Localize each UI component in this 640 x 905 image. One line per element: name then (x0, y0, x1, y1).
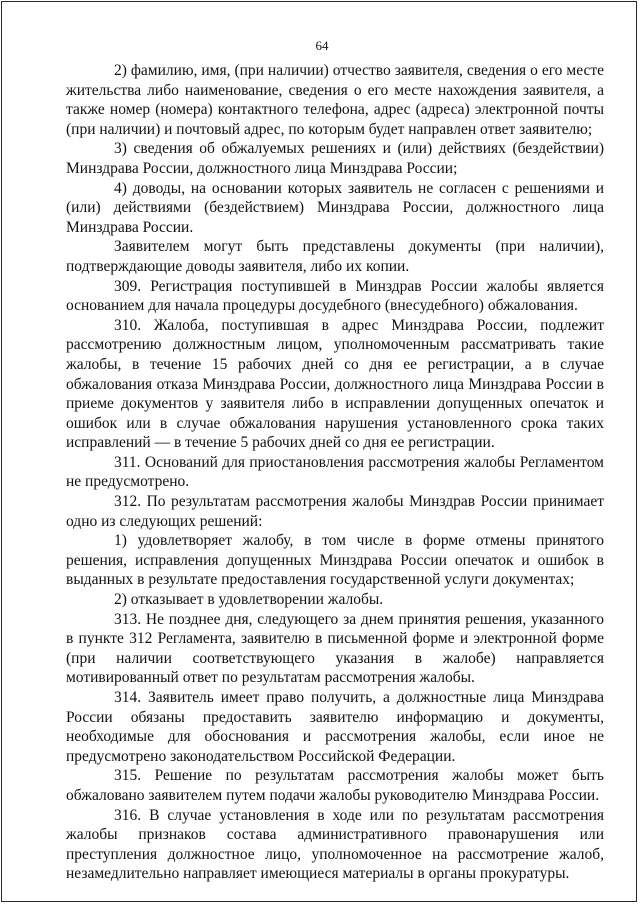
paragraph-312-option-1: 1) удовлетворяет жалобу, в том числе в форме отмены принятого решения, исправления допущенных Минздрава России опечаток и ошибок в выданных в результате предоставления государственной услуги документах; (66, 532, 604, 589)
paragraph-312-option-2: 2) отказывает в удовлетворении жалобы. (114, 591, 384, 609)
paragraph-315: 315. Решение по результатам рассмотрения жалобы может быть обжаловано заявителем путем подачи жалобы руководителю Минздрава России. (66, 767, 604, 804)
paragraph-3-appealed-decisions: 3) сведения об обжалуемых решениях и (или) действиях (бездействии) Минздрава России, должностного лица Минздрава России; (66, 140, 604, 177)
paragraph-311: 311. Оснований для приостановления рассмотрения жалобы Регламентом не предусмотрено. (66, 453, 604, 491)
paragraph-313: 313. Не позднее дня, следующего за днем принятия решения, указанного в пункте 312 Регламента, заявителю в письменной форме и электронной форме (при наличии соответствующего указания в жалобе) направляется мотивированный ответ по результатам рассмотрения жалобы. (66, 610, 604, 687)
paragraph-309: 309. Регистрация поступившей в Минздрав России жалобы является основанием для начала процедуры досудебного (внесудебного) обжалования. (66, 277, 604, 315)
paragraph-316: 316. В случае установления в ходе или по результатам рассмотрения жалобы признаков состава административного правонарушения или преступления должностное лицо, уполномоченное на рассмотрение жалоб, незамедлительно направляет имеющиеся материалы в органы прокуратуры. (66, 806, 604, 883)
paragraph-supporting-documents: Заявителем могут быть представлены документы (при наличии), подтверждающие доводы заявителя, либо их копии. (66, 238, 604, 275)
paragraph-312: 312. По результатам рассмотрения жалобы Минздрав России принимает одно из следующих решений: (66, 493, 604, 530)
paragraph-310: 310. Жалоба, поступившая в адрес Минздрава России, подлежит рассмотрению должностным лицом, уполномоченным рассматривать такие жалобы, в течение 15 рабочих дней со дня ее регистрации, а в случае обжалования отказа Минздрава России, должностного лица Минздрава России в приеме документов у заявителя либо в исправлении допущенных опечаток и ошибок или в случае обжалования нарушения установленного срока таких исправлений — в течение 5 рабочих дней со дня ее регистрации. (66, 316, 604, 452)
paragraph-2-applicant-details: 2) фамилию, имя, (при наличии) отчество заявителя, сведения о его месте жительства либо наименование, сведения о его месте нахождения заявителя, а также номер (номера) контактного телефона, адрес (адреса) электронной почты (при наличии) и почтовый адрес, по которым будет направлен ответ заявителю; (66, 62, 604, 138)
paragraph-4-arguments: 4) доводы, на основании которых заявитель не согласен с решениями и (или) действиями (бездействием) Минздрава России, должностного лица Минздрава России. (66, 179, 604, 236)
document-page (1, 1, 637, 902)
paragraph-314: 314. Заявитель имеет право получить, а должностные лица Минздрава России обязаны предоставить заявителю информацию и документы, необходимые для обоснования и рассмотрения жалобы, если иное не предусмотрено законодательством Российской Федерации. (66, 689, 604, 765)
page-number: 64 (315, 38, 329, 53)
document-body (66, 61, 604, 884)
